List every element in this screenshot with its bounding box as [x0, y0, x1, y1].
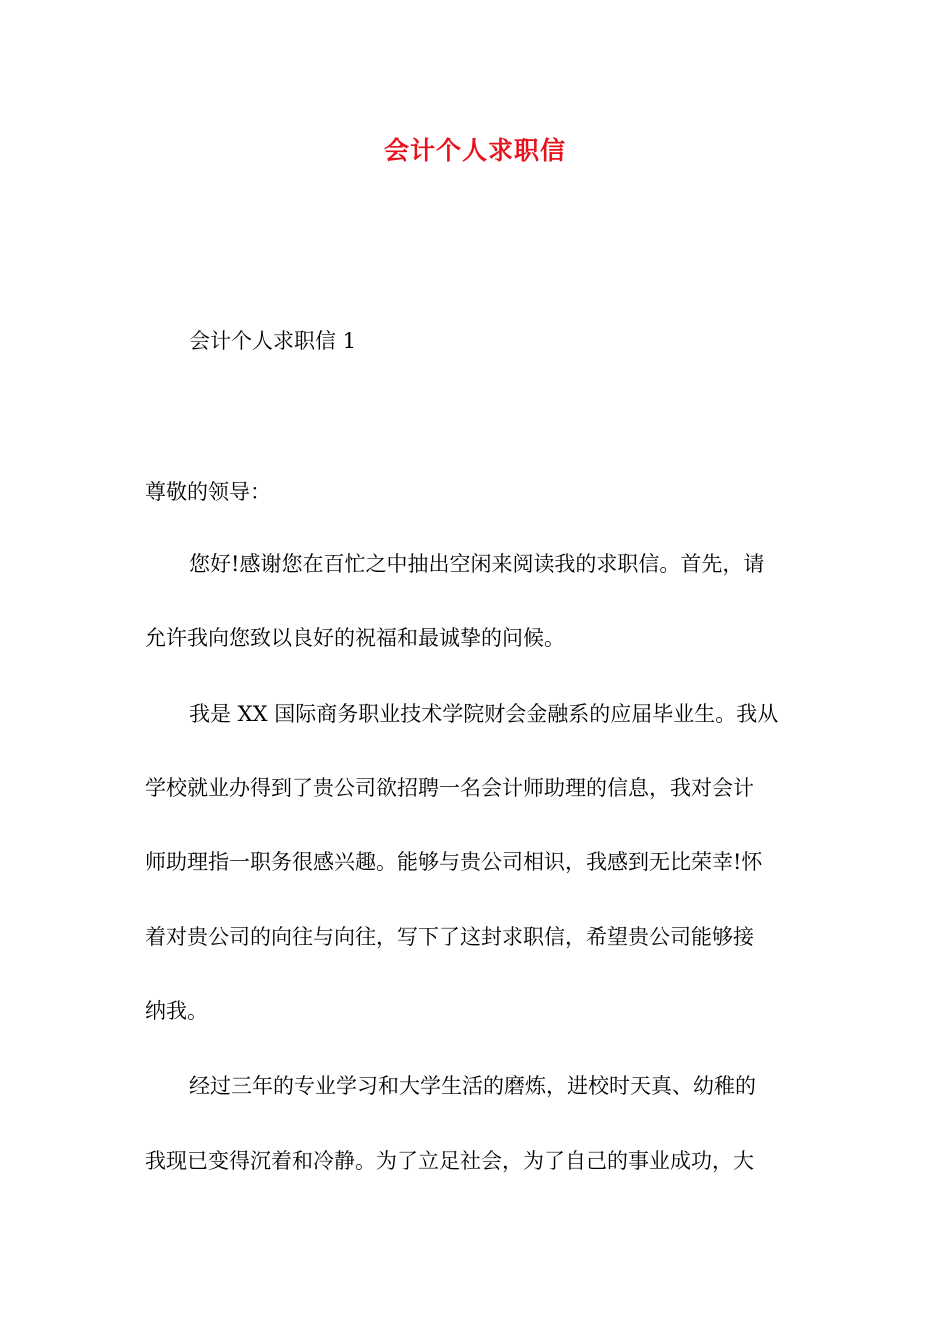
- paragraph-line: 着对贵公司的向往与向往，写下了这封求职信，希望贵公司能够接: [145, 925, 754, 949]
- paragraph-line: 允许我向您致以良好的祝福和最诚挚的问候。: [145, 626, 565, 650]
- salutation: 尊敬的领导：: [145, 480, 271, 504]
- paragraph-line: 师助理指一职务很感兴趣。能够与贵公司相识，我感到无比荣幸!怀: [145, 850, 763, 874]
- document-title: 会计个人求职信: [383, 136, 566, 165]
- section-heading: 会计个人求职信 1: [189, 329, 357, 353]
- paragraph-line: 经过三年的专业学习和大学生活的磨炼，进校时天真、幼稚的: [189, 1074, 756, 1098]
- paragraph-line: 您好!感谢您在百忙之中抽出空闲来阅读我的求职信。首先，请: [189, 552, 765, 576]
- paragraph-line: 我现已变得沉着和冷静。为了立足社会，为了自己的事业成功，大: [145, 1149, 754, 1173]
- paragraph-line: 纳我。: [145, 999, 208, 1023]
- paragraph-line: 学校就业办得到了贵公司欲招聘一名会计师助理的信息，我对会计: [145, 776, 754, 800]
- paragraph-line: 我是 XX 国际商务职业技术学院财会金融系的应届毕业生。我从: [189, 702, 779, 726]
